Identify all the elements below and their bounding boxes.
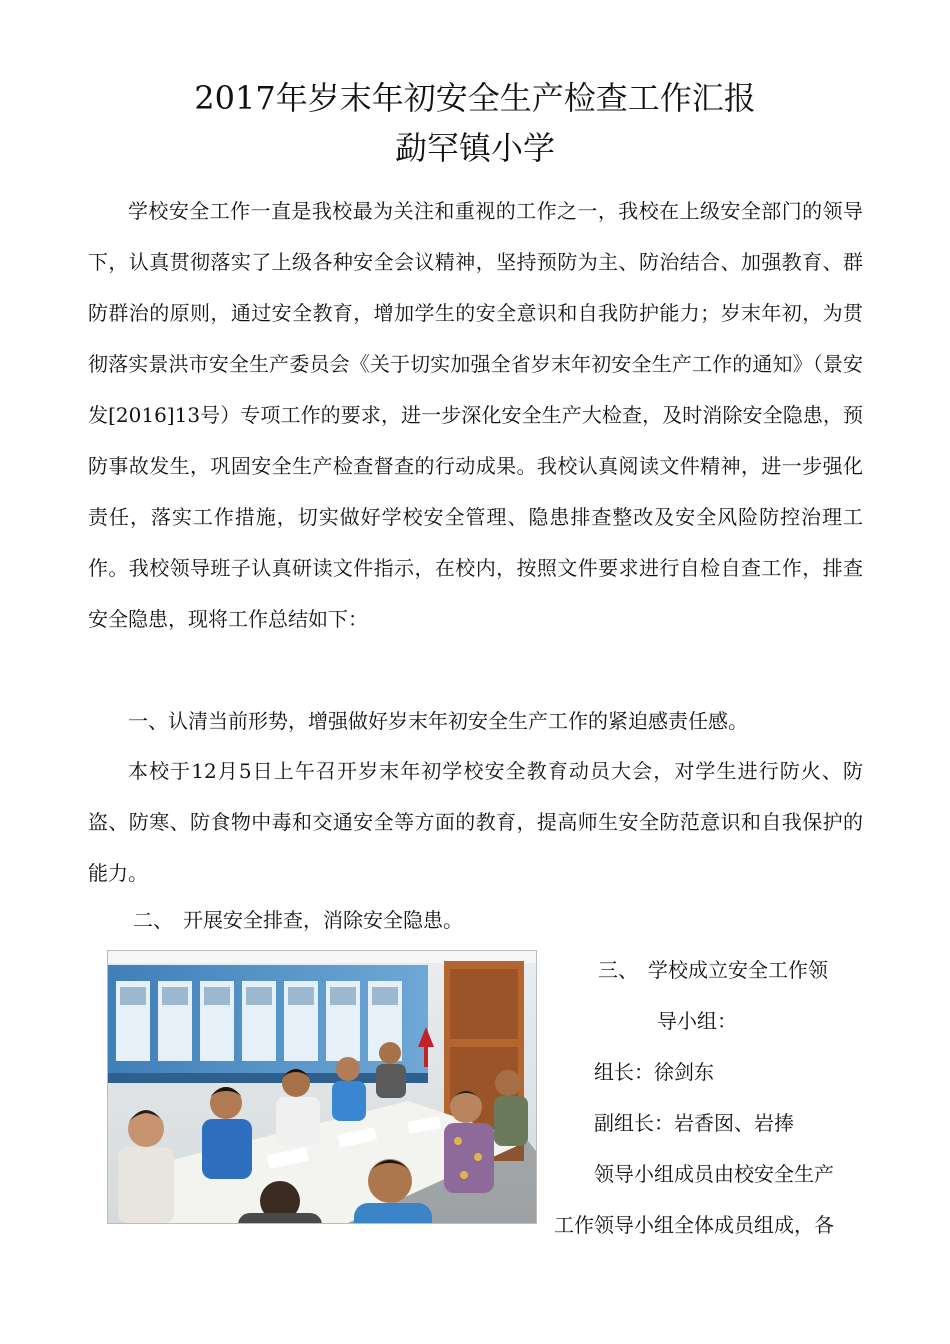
school-name: 勐罕镇小学 (394, 129, 555, 167)
meeting-photo (107, 950, 537, 1224)
intro-section (88, 186, 863, 645)
section-one-body-block (88, 746, 863, 899)
section-three-heading-line1: 三、 学校成立安全工作领 (598, 958, 828, 982)
group-members-line1: 领导小组成员由校安全生产 (594, 1162, 834, 1186)
group-members-line2: 工作领导小组全体成员组成，各 (554, 1213, 834, 1237)
group-leader: 组长：徐剑东 (594, 1060, 714, 1084)
section-one-heading: 一、认清当前形势，增强做好岁末年初安全生产工作的紧迫感责任感。 (128, 709, 748, 733)
deputy-leaders: 副组长：岩香囡、岩捧 (594, 1111, 794, 1135)
section-two-heading-block (93, 895, 868, 946)
section-two-heading: 二、 开展安全排查，消除安全隐患。 (133, 908, 463, 932)
section-one-paragraph: 本校于12月5日上午召开岁末年初学校安全教育动员大会，对学生进行防火、防盗、防寒、防食物中毒和交通安全等方面的教育，提高师生安全防范意识和自我保护的能力。 (88, 759, 863, 885)
section-three-heading-line2: 导小组： (657, 1009, 737, 1033)
section-one-heading-block (88, 696, 863, 747)
intro-paragraph: 学校安全工作一直是我校最为关注和重视的工作之一，我校在上级安全部门的领导下，认真贯彻落实了上级各种安全会议精神，坚持预防为主、防治结合、加强教育、群防群治的原则，通过安全教育，增加学生的安全意识和自我防护能力；岁末年初，为贯彻落实景洪市安全生产委员会《关于切实加强全省岁末年初安全生产工作的通知》（景安发[2016]13号）专项工作的要求，进一步深化安全生产大检查，及时消除安全隐患，预防事故发生，巩固安全生产检查督查的行动成果。我校认真阅读文件精神，进一步强化责任，落实工作措施，切实做好学校安全管理、隐患排查整改及安全风险防控治理工作。我校领导班子认真研读文件指示，在校内，按照文件要求进行自检自查工作，排查安全隐患，现将工作总结如下： (88, 199, 863, 631)
leadership-group-section (554, 945, 864, 1251)
document-title: 2017年岁末年初安全生产检查工作汇报 (194, 79, 756, 117)
